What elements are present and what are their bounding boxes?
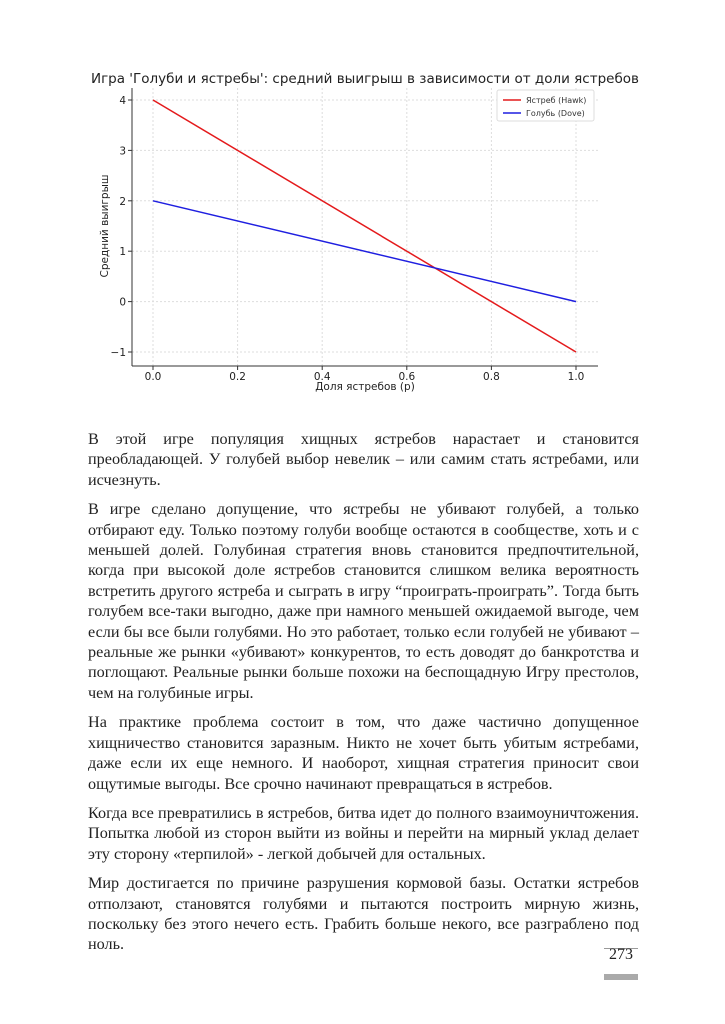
paragraph: В игре сделано допущение, что ястребы не убивают голубей, а только отбирают еду. Только поэтому голуби вообще остаются в сообществе, хоть и с меньшей долей. Голубиная стратегия вновь становится предпочтительной, когда при высокой доле ястребов становится слишком велика вероятность встретить другого ястреба и сыграть в игру “проиграть-проиграть”. Тогда быть голубем все-таки выгодно, даже при намного меньшей ожидаемой выгоде, чем если бы все были голубями. Но это работает, только если голубей не убивают – реальные же рынки «убивают» конкурентов, то есть доводят до банкротства и поглощают. Реальные рынки больше похожи на беспощадную Игру престолов, чем на голубиные игры. bbox=[88, 500, 639, 702]
x-tick-label: 0.4 bbox=[313, 371, 331, 383]
x-tick-label: 1.0 bbox=[567, 371, 585, 383]
y-axis-label: Средний выигрыш bbox=[99, 174, 111, 278]
y-tick-label: 4 bbox=[119, 95, 126, 107]
y-tick-label: −1 bbox=[110, 347, 126, 359]
paragraph: Мир достигается по причине разрушения кормовой базы. Остатки ястребов отползают, становятся голубями и пытаются построить мирную жизнь, поскольку без этого нечего есть. Грабить больше некого, все разграблено под ноль. bbox=[88, 874, 639, 954]
y-tick-label: 1 bbox=[119, 246, 126, 259]
body-text bbox=[88, 429, 639, 964]
x-tick-label: 0.6 bbox=[398, 371, 416, 383]
x-axis-label: Доля ястребов (p) bbox=[315, 381, 415, 393]
y-tick-label: 3 bbox=[119, 145, 126, 158]
y-tick-label: 0 bbox=[119, 296, 126, 309]
x-tick-label: 0.8 bbox=[483, 371, 500, 383]
legend bbox=[497, 90, 594, 121]
x-tick-label: 0.0 bbox=[144, 371, 162, 383]
paragraph: На практике проблема состоит в том, что даже частично допущенное хищничество становится заразным. Никто не хочет быть убитым ястребами, даже если их еще немного. И наоборот, хищная стратегия приносит свои ощутимые выгоды. Все срочно начинают превращаться в ястребов. bbox=[88, 713, 639, 793]
paragraph: В этой игре популяция хищных ястребов нарастает и становится преобладающей. У голубей выбор невелик – или самим стать ястребами, или исчезнуть. bbox=[88, 430, 639, 489]
y-tick-label: 2 bbox=[119, 195, 126, 208]
series-line-hawk bbox=[153, 100, 576, 352]
chart-title: Игра 'Голуби и ястребы': средний выигрыш в зависимости от доли ястребов bbox=[90, 71, 640, 87]
legend-label: Голубь (Dove) bbox=[526, 109, 585, 118]
x-tick-label: 0.2 bbox=[229, 371, 246, 383]
page-number-bar bbox=[604, 974, 638, 980]
paragraph: Когда все превратились в ястребов, битва идет до полного взаимоуничтожения. Попытка любой из сторон выйти из войны и перейти на мирный уклад делает эту сторону «терпилой» - легкой добычей для остальных. bbox=[88, 803, 639, 863]
legend-label: Ястреб (Hawk) bbox=[526, 96, 587, 105]
page-number: 273 bbox=[609, 946, 633, 963]
payoff-chart bbox=[0, 0, 725, 400]
